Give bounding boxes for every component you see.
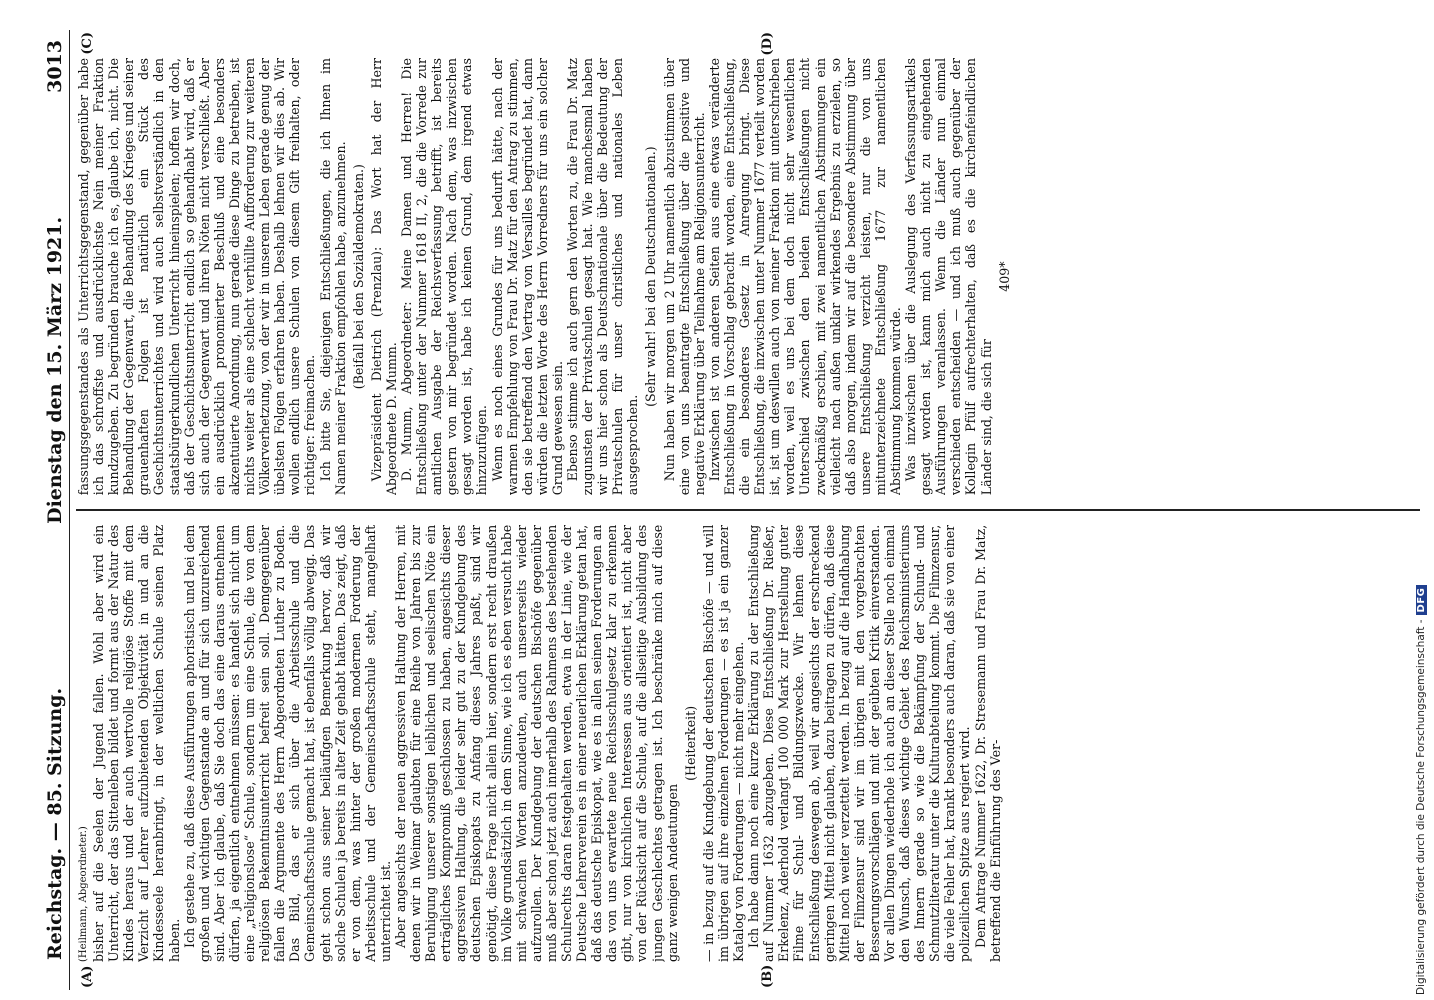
credit-text: Digitalisierung gefördert durch die Deutsche Forschungsgemeinschaft - (1415, 619, 1427, 995)
paragraph: D. Mumm, Abgeordneter: Meine Damen und Herren! Die Entschließung unter der Nummer 1618 II, 2, die die Vorrede zur amtlichen Ausgabe der Reichsverfassung betrifft, ist bereits gestern von mir begründet worden. Nach dem, was inzwischen gesagt worden ist, habe ich keinen Grund, dem irgend etwas hinzuzufügen. (398, 58, 490, 496)
interjection: (Beifall bei den Sozialdemokraten.) (350, 164, 366, 390)
paragraph: Vizepräsident Dietrich (Prenzlau): Das Wort hat der Herr Abgeordnete D. Mumm. (368, 58, 399, 496)
margin-marker-c: (C) (80, 32, 95, 55)
page-header (40, 30, 70, 990)
margin-marker-d: (D) (760, 32, 775, 56)
paragraph: Ebenso stimme ich auch gern den Worten zu, die Frau Dr. Matz zugunsten der Privatschulen gesagt hat. Wie manchesmal haben wir uns hier schon als Deutschnationale über die Bedeutung der Privatschulen für unser christliches und nationales Leben ausgesprochen. (565, 58, 641, 496)
interjection: (Sehr wahr! bei den Deutschnationalen.) (643, 146, 659, 407)
page-number: 3013 (44, 40, 66, 93)
paragraph: Inzwischen ist von anderen Seiten aus eine etwas veränderte Entschließung in Vorschlag gebracht worden, eine Entschließung, die ein besonderes Gesetz in Anregung bringt. Diese Entschließung, die inzwischen unter Nummer 1677 verteilt worden ist, ist um deswillen auch von meiner Fraktion mit unterschrieben worden, weil es uns bei dem doch nicht sehr wesentlichen Unterschied zwischen den beiden Entschließungen nicht zweckmäßig erschien, mit zwei namentlichen Abstimmungen ein vielleicht nach außen unklar wirkendes Ergebnis zu erzielen, so daß also morgen, indem wir auf die besondere Abstimmung über unsere Entschließung verzicht leisten, nur die von uns mitunterzeichnete Entschließung 1677 zur namentlichen Abstimmung kommen würde. (706, 58, 903, 496)
paragraph: Aber angesichts der neuen aggressiven Haltung der Herren, mit denen wir in Weimar glaubten für eine Reihe von Jahren bis zur Beruhigung unserer sonstigen leiblichen und seelischen Nöte ein erträgliches Kompromiß geschlossen zu haben, angesichts dieser aggressiven Haltung, die leider sehr gut zu der Kundgebung des deutschen Episkopats zu Anfang dieses Jahres paßt, sind wir genötigt, diese Frage nicht allein hier, sondern erst recht draußen im Volke grundsätzlich in dem Sinne, wie ich es eben versucht habe mit schwachen Worten anzudeuten, auch unsererseits wieder aufzurollen. Der Kundgebung der deutschen Bischöfe gegenüber muß aber schon jetzt auch innerhalb des Rahmens des bestehenden Schulrechts daran festgehalten werden, etwa in der Linie, wie der Deutsche Lehrerverein es in einer neuerlichen Erklärung getan hat, daß das deutsche Episkopat, wie es in allen seinen Forderungen an das von uns erwartete neue Reichsschulgesetz klar zu erkennen gibt, nur von kirchlichen Interessen aus orientiert ist, nicht aber von der Rücksicht auf die Schule, auf die allseitige Ausbildung des jungen Geschlechtes getragen ist. Ich beschränke mich auf diese ganz wenigen Andeutungen (392, 524, 680, 962)
paragraph: Nun haben wir morgen um 2 Uhr namentlich abzustimmen über eine von uns beantragte Entschließung über die positive und negative Erklärung über Teilnahme am Religionsunterricht. (661, 58, 707, 496)
paragraph: fassungsgegenstandes als Unterrichtsgegenstand, gegenüber habe ich das schroffste und ausdrücklichste Nein meiner Fraktion kundzugeben. Zu begründen brauche ich es, glaube ich, nicht. Die Behandlung der Gegenwart, die Behandlung des Krieges und seiner grauenhaften Folgen ist natürlich ein Stück des Geschichtsunterrichtes und wird auch selbstverständlich in den staatsbürgerkundlichen Unterricht hineinspielen; hoffen wir doch, daß der Geschichtsunterricht endlich so gehandhabt wird, daß er sich auch der Gegenwart und ihren Nöten nicht verschließt. Aber ein ausdrücklich pronomierter Beschluß und eine besonders akzentuierte Anordnung, nun gerade diese Dinge zu betreiben, ist nichts weiter als eine schlecht verhüllte Aufforderung zur weiteren Völkerverhetzung, von der wir in unserem Leben gerade genug der übelsten Folgen erfahren haben. Deshalb lehnen wir dies ab. Wir wollen endlich unsere Schulen von diesem Gift freihalten, oder richtiger: freimachen. (76, 58, 318, 496)
paragraph: Ich gestehe zu, daß diese Ausführungen aphoristisch und bei dem großen und wichtigen Gegenstande an und für sich unzureichend sind. Aber ich glaube, daß Sie doch das eine daraus entnehmen dürfen, ja eigentlich entnehmen müssen: es handelt sich nicht um eine „religionslose“ Schule, sondern um eine Schule, die von dem religiösen Bekenntnisunterricht befreit sein soll. Demgegenüber fallen die Argumente des Herrn Abgeordneten Luther zu Boden. Das Bild, das er sich über die Arbeitsschule und die Gemeinschaftsschule gemacht hat, ist ebenfalls völlig abwegig. Das geht schon aus seiner beiläufigen Bemerkung hervor, daß wir solche Schulen ja bereits in alter Zeit gehabt hätten. Das zeigt, daß er von dem, was hinter der großen modernen Forderung der Arbeitsschule und der Gemeinschaftsschule steht, mangelhaft unterrichtet ist. (181, 524, 393, 962)
paragraph: Was inzwischen über die Auslegung des Verfassungsartikels gesagt worden ist, kann mich auch nicht zu eingehenden Ausführungen veranlassen. Wenn die Länder nun einmal verschieden entscheiden — und ich muß auch gegenüber der Kollegin Pfülf aufrechterhalten, daß es die kirchenfeindlichen Länder sind, die sich für (903, 58, 994, 496)
paragraph: bisher auf die Seelen der Jugend fallen. Wohl aber wird ein Unterricht, der das Sittenleben bildet und formt aus der Natur des Kindes heraus und der auch wertvolle religiöse Stoffe mit dem Verzicht auf Lehrer aufzubietenden Objektivität in und an die Kindesseele heranbringt, in der weltlichen Schule seinen Platz haben. (91, 524, 182, 962)
margin-marker-a: (A) (80, 965, 95, 988)
speaker-continuation: (Heilmann, Abgeordneter.) (78, 826, 89, 962)
paragraph: Ich habe dann noch eine kurze Erklärung zu der Entschließung auf Nummer 1632 abzugeben. Diese Entschließung Dr. Rießer, Erkelenz, Aderhold verlangt 100 000 Mark zur Herstellung guter Filme für Schul- und Bildungszwecke. Wir lehnen diese Entschließung deswegen ab, weil wir angesichts der erschreckend geringen Mittel nicht glauben, dazu beitragen zu dürfen, daß diese Mittel noch weiter verzettelt werden. In bezug auf die Handhabung der Filmzensur sind wir im übrigen mit den vorgebrachten Besserungsvorschlägen und mit der geübten Kritik einverstanden. Vor allen Dingen wiederhole ich auch an dieser Stelle noch einmal den Wunsch, daß dieses wichtige Gebiet des Reichsministeriums des Innern gerade so wie die Bekämpfung der Schund- und Schmutzliteratur unter die Kulturabteilung kommt. Die Filmzensur, die viele Fehler hat, krankt besonders auch daran, daß sie von einer polizeilichen Spitze aus regiert wird. (746, 524, 973, 962)
paragraph: — in bezug auf die Kundgebung der deutschen Bischöfe — und will im übrigen auf ihre einzelnen Forderungen — es ist ja ein ganzer Katalog von Forderungen — nicht mehr eingehen. (700, 524, 747, 962)
dfg-logo: DFG (1416, 585, 1427, 616)
signature-mark: 409* (996, 261, 1012, 292)
margin-marker-b: (B) (760, 964, 775, 988)
paragraph: Ich bitte Sie, diejenigen Entschließungen, die ich Ihnen im Namen meiner Fraktion empfohlen habe, anzunehmen. (317, 58, 348, 496)
column-right (76, 58, 1420, 495)
header-left: Reichstag. — 85. Sitzung. (44, 687, 66, 960)
text-columns (76, 58, 1420, 962)
digitization-credit (1412, 15, 1430, 995)
interjection: (Heiterkeit) (682, 705, 698, 781)
paragraph: Wenn es noch eines Grundes für uns bedurft hätte, nach der warmen Empfehlung von Frau Dr. Matz für den Antrag zu stimmen, den sie betreffend den Vertrag von Versailles begründet hat, dann würden die letzten Worte des Herrn Vorredners für uns ein solcher Grund gewesen sein. (489, 58, 565, 496)
column-divider (76, 509, 1420, 511)
header-date: Dienstag den 15. März 1921. (44, 216, 66, 524)
paragraph: Dem Antrage Nummer 1622, Dr. Stresemann und Frau Dr. Matz, betreffend die Einführung des Ver- (972, 524, 1003, 962)
column-left (76, 525, 1420, 962)
document-page (40, 30, 1420, 990)
